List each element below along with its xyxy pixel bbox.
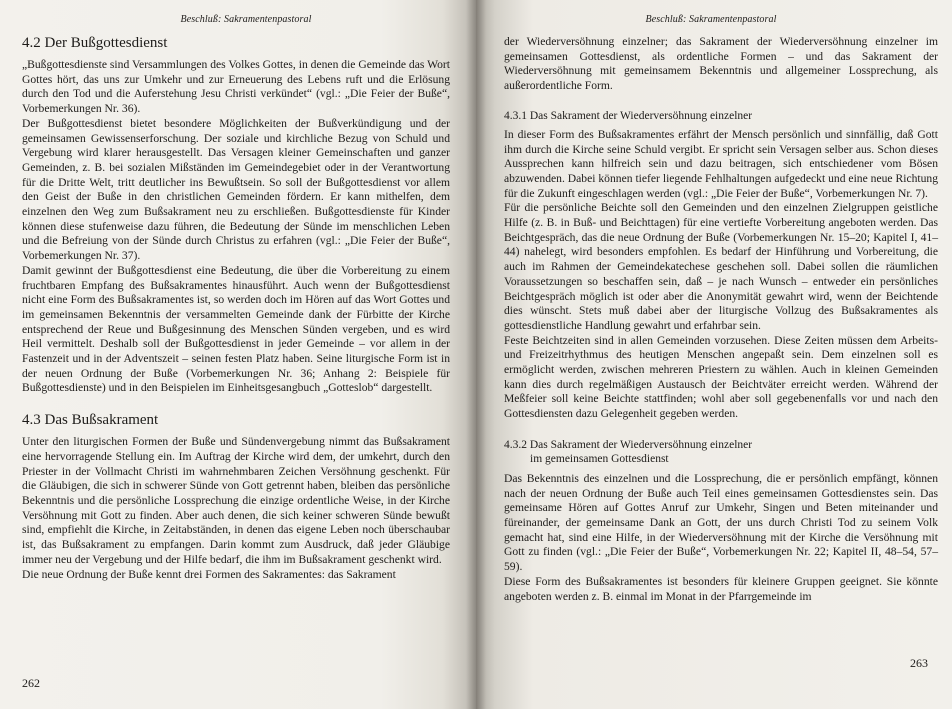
page-number: 262	[22, 676, 40, 690]
paragraph: Das Bekenntnis des einzelnen und die Lossprechung, die er persönlich empfängt, können nach der neuen Ordnung der Buße auch Teil eines gemeinsamen Gottesdienstes sein. Das gemeinsame Hören auf Gottes Anruf zur Umkehr, Singen und Beten miteinander und füreinander, der gemeinsame Dank an Gott, der uns durch Christi Tod zu seinem Volk gemacht hat, sind eine Hilfe, in der Wiederversöhnung mit der Kirche die Versöhnung mit Gott zu finden (vgl.: „Die Feier der Buße“, Vorbemerkungen Nr. 22; Kapitel II, 48–54, 57–59).	[504, 471, 938, 574]
subsection-heading: 4.3.1 Das Sakrament der Wiederversöhnung einzelner	[504, 109, 753, 122]
paragraph: der Wiederversöhnung einzelner; das Sakrament der Wiederversöhnung einzelner im gemeinsamen Gottesdienst, als ordentliche Formen – und das Sakrament der Wiederversöhnung mit gemeinsamem Bekenntnis und allgemeiner Lossprechung, als außerordentliche Form.	[504, 35, 938, 93]
paragraph: Damit gewinnt der Bußgottesdienst eine Bedeutung, die über die Vorbereitung zu einem fruchtbaren Empfang des Bußsakramentes hinausführt. Auch wenn der Bußgottesdienst nicht eine Form des Bußsakramentes ist, so werden doch im Hören auf das Wort Gottes und im gemeinsamen Bekenntnis der versammelten Gemeinde dank der Fürbitte der Kirche entsprechend der Reue und Bußgesinnung des Menschen Sünden vergeben, und es wird Heil vermittelt. Deshalb soll der Bußgottesdienst in jeder Gemeinde – vor allem in der Fastenzeit und in der Adventszeit – seinen festen Platz haben. Seine liturgische Form ist in der neuen Ordnung der Buße (Vorbemerkungen Nr. 36; Anhang 2: Beispiele für Bußgottesdienste) und in den Beispielen im Einheitsgesangbuch „Gotteslob“ dargestellt.	[22, 263, 450, 395]
page-number: 263	[910, 656, 928, 670]
paragraph: Die neue Ordnung der Buße kennt drei Formen des Sakramentes: das Sakrament	[22, 567, 396, 581]
right-page	[476, 0, 952, 709]
subsection-heading	[504, 438, 938, 466]
paragraph: Diese Form des Bußsakramentes ist besonders für kleinere Gruppen geeignet. Sie könnte angeboten werden z. B. einmal im Monat in der Pfarrgemeinde im	[504, 574, 938, 603]
paragraph: In dieser Form des Bußsakramentes erfährt der Mensch persönlich und sinnfällig, daß Gott ihm durch die Kirche seine Schuld vergibt. Er spricht sein Versagen selber aus. Schon dieses Aussprechen kann hilfreich sein und dazu beitragen, sich entschiedener vom Bösen abzuwenden. Dabei können tiefer liegende Fehlhaltungen aufgedeckt und eine neue Richtung für die Zukunft eingeschlagen werden (vgl.: „Die Feier der Buße“, Vorbemerkungen Nr. 7).	[504, 127, 938, 200]
paragraph: Feste Beichtzeiten sind in allen Gemeinden vorzusehen. Diese Zeiten müssen dem Arbeits- und Freizeitrhythmus des heutigen Menschen angepaßt sein. Dem einzelnen soll es ermöglicht werden, zwischen mehreren Priestern zu wählen. Auch in kleinen Gemeinden kann dies durch regelmäßigen Austausch der Beichtväter erreicht werden. Während der Meßfeier soll keine Beichte stattfinden; wohl aber soll gegebenenfalls vor und nach den Gottesdiensten dazu Gelegenheit gegeben werden.	[504, 333, 938, 421]
section-heading: 4.3 Das Bußsakrament	[22, 412, 159, 429]
running-head: Beschluß: Sakramentenpastoral	[180, 14, 312, 25]
subsection-heading-line: 4.3.2 Das Sakrament der Wiederversöhnung einzelner	[504, 438, 753, 451]
paragraph: Der Bußgottesdienst bietet besondere Möglichkeiten der Bußverkündigung und der gemeinsamen Gewissenserforschung. Der soziale und kirchliche Bezug von Schuld und Vergebung wird klarer herausgestellt. Das Versagen kleiner Gemeinschaften und ganzer Gemeinden, z. B. bei sozialen Mißständen im Gemeindegebiet oder in der Verantwortung für die Dritte Welt, tritt deutlicher ins Bewußtsein. So soll der Bußgottesdienst vor allem den Geist der Buße in den christlichen Gemeinden fördern. Er kann mithelfen, dem einzelnen den Weg zum Bußsakrament neu zu erschließen. Bußgottesdienste für Kinder können diese stufenweise dazu führen, die Bedeutung der Sünde im menschlichen Leben und die Befreiung von der Sünde durch Christus zu erfahren (vgl.: „Die Feier der Buße“, Vorbemerkungen Nr. 37).	[22, 116, 450, 263]
section-heading: 4.2 Der Bußgottesdienst	[22, 35, 168, 51]
paragraph: Unter den liturgischen Formen der Buße und Sündenvergebung nimmt das Bußsakrament eine hervorragende Stellung ein. Im Auftrag der Kirche wird dem, der umkehrt, durch den Priester in der Vollmacht Christi im wahrnehmbaren Zeichen Versöhnung geschenkt. Für die Gläubigen, die sich in schwerer Sünde von Gott getrennt haben, bleiben das persönliche Bekenntnis und die persönliche Lossprechung die einzige ordentliche Weise, in der Kirche Versöhnung mit Gott zu finden. Aber auch denen, die sich keiner schweren Sünde bewußt sind, empfiehlt die Kirche, in Zeitabständen, in denen das eigene Leben noch überschaubar ist, das Bußsakrament zu empfangen. Darin kommt zum Ausdruck, daß jeder Gläubige immer neu der Vergebung und der Hilfe bedarf, die ihm im Bußsakrament geschenkt wird.	[22, 435, 450, 566]
subsection-heading-line: im gemeinsamen Gottesdienst	[530, 452, 669, 465]
paragraph: „Bußgottesdienste sind Versammlungen des Volkes Gottes, in denen die Gemeinde das Wort Gottes hört, das uns zur Umkehr und zur Erneuerung des Lebens ruft und die Erlösung durch den Tod und die Auferstehung Jesu Christi verkündet“ (vgl.: „Die Feier der Buße“, Vorbemerkungen Nr. 36).	[22, 58, 450, 116]
paragraph: Für die persönliche Beichte soll den Gemeinden und den einzelnen Zielgruppen geistliche Hilfe (z. B. in Buß- und Beichttagen) für eine vertiefte Vorbereitung angeboten werden. Das Beichtgespräch, das die neue Ordnung der Buße (Vorbemerkungen Nr. 15–20; Kapitel I, 41–44) nahelegt, wird besonders empfohlen. Es bedarf der Hinführung und Vorbereitung, die auch im Rahmen der Gemeindekatechese geschehen soll. Dabei sollen die räumlichen Voraussetzungen so beschaffen sein, daß – je nach Wunsch – entweder ein persönliches Beichtgespräch möglich ist oder aber die Anonymität gewahrt wird, wenn der Beichtende dies wünscht. Stets muß dabei aber der liturgische Vollzug des Bußsakramentes als gottesdienstliche Handlung gewahrt und erfahrbar sein.	[504, 201, 938, 332]
running-head: Beschluß: Sakramentenpastoral	[645, 14, 777, 25]
